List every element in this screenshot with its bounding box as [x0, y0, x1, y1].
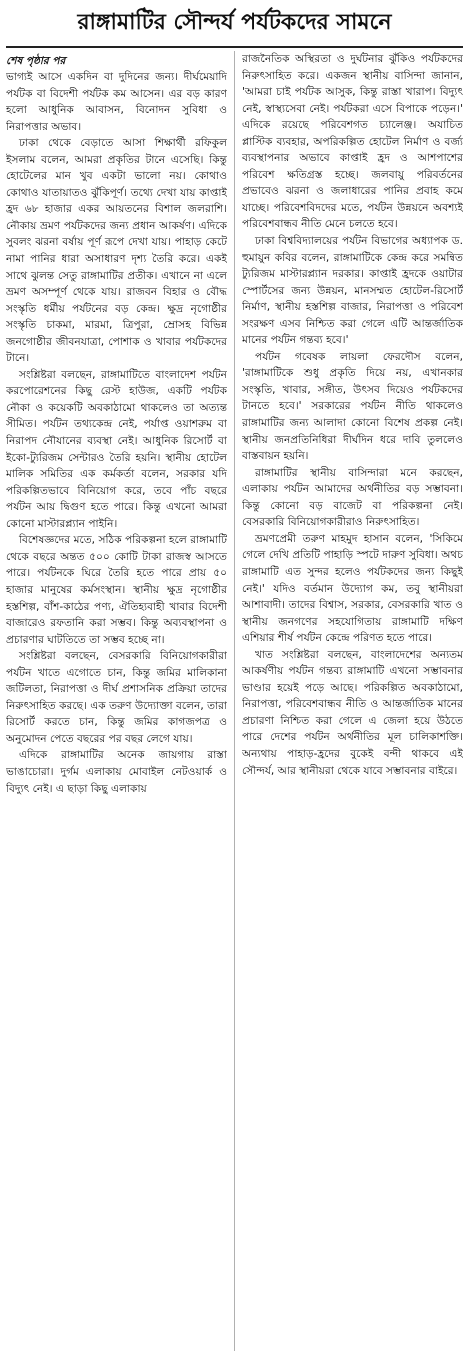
article-body	[6, 51, 463, 1351]
paragraph: রাঙ্গামাটির স্থানীয় বাসিন্দারা মনে করছেন, এলাকায় পর্যটন আমাদের অর্থনীতির বড় সম্ভাবনা। কিন্তু কোনো বড় বাজেট বা পরিকল্পনা নেই। বেসরকারি বিনিয়োগকারীরাও নিরুৎসাহিত।	[242, 466, 463, 529]
paragraph: ঢাকা থেকে বেড়াতে আসা শিক্ষার্থী রফিকুল ইসলাম বলেন, আমরা প্রকৃতির টানে এসেছি। কিন্তু হোটেলের মান খুব একটা ভালো নয়। কোথাও কোথাও যাতায়াতও ঝুঁকিপূর্ণ। তথ্যে দেখা যায় কাপ্তাই হ্রদ ৬৮ হাজার একর আয়তনের বিশাল জলরাশি। নৌকায় ভ্রমণ পর্যটকদের জন্য প্রধান আকর্ষণ। এদিকে সুবলং ঝরনা বর্ষায় পূর্ণ রূপে দেখা যায়। পাহাড় কেটে নামা পানির ধারা অসাধারণ দৃশ্য তৈরি করে। একই সাথে ঝুলন্ত সেতু রাঙ্গামাটির প্রতীক। এখানে না এলে ভ্রমণ অসম্পূর্ণ থেকে যায়। রাজবন বিহার ও বৌদ্ধ সংস্কৃতি ধর্মীয় পর্যটনের বড় কেন্দ্র। ক্ষুদ্র নৃগোষ্ঠীর সংস্কৃতি চাকমা, মারমা, ত্রিপুরা, ম্রোসহ বিভিন্ন জনগোষ্ঠীর জীবনযাত্রা, পোশাক ও খাবার পর্যটকদের টানে।	[6, 137, 227, 365]
paragraph: ভাগ্যই আসে একদিন বা দুদিনের জন্য। দীর্ঘমেয়াদি পর্যটক বা বিদেশী পর্যটক কম আসেন। এর বড় কারণ হলো আধুনিক আবাসন, বিনোদন সুবিধা ও নিরাপত্তার অভাব।	[6, 71, 227, 133]
continued-from-label: শেষ পৃষ্ঠার পর	[6, 55, 66, 67]
column-right	[242, 51, 463, 1351]
paragraph: ঢাকা বিশ্ববিদ্যালয়ের পর্যটন বিভাগের অধ্যাপক ড. হুমায়ুন কবির বলেন, রাঙ্গামাটিকে কেন্দ্র করে সমন্বিত ট্যুরিজম মাস্টারপ্ল্যান দরকার। কাপ্তাই হ্রদকে ওয়াটার স্পোর্টসের জন্য উন্নয়ন, মানসম্মত হোটেল-রিসোর্ট নির্মাণ, স্থানীয় হস্তশিল্প বাজার, নিরাপত্তা ও পরিবেশ সংরক্ষণ এসব নিশ্চিত করা গেলে এটি আন্তর্জাতিক মানের পর্যটন গন্তব্য হবে।'	[242, 235, 463, 347]
paragraph: খাত সংশ্লিষ্টরা বলছেন, বাংলাদেশের অন্যতম আকর্ষণীয় পর্যটন গন্তব্য রাঙ্গামাটি এখনো সম্ভাবনার ভাণ্ডার হয়েই পড়ে আছে। পরিকল্পিত অবকাঠামো, নিরাপত্তা, পরিবেশবান্ধব নীতি ও আন্তর্জাতিক মানের প্রচারণা নিশ্চিত করা গেলে এ জেলা হয়ে উঠতে পারে দেশের পর্যটন অর্থনীতির মূল চালিকাশক্তি। অন্যথায় পাহাড়-হ্রদের বুকেই বন্দী থাকবে এই সৌন্দর্য, আর স্থানীয়রা থেকে যাবে সম্ভাবনার বাইরে।	[242, 648, 463, 777]
paragraph: পর্যটন গবেষক লায়লা ফেরদৌস বলেন, 'রাঙ্গামাটিকে শুধু প্রকৃতি দিয়ে নয়, এখানকার সংস্কৃতি, খাবার, সঙ্গীত, উৎসব দিয়েও পর্যটকদের টানতে হবে।' সরকারের পর্যটন নীতি থাকলেও রাঙ্গামাটির জন্য আলাদা কোনো বিশেষ প্রকল্প নেই। স্থানীয় জনপ্রতিনিধিরা দীর্ঘদিন ধরে দাবি তুললেও বাস্তবায়ন হয়নি।	[242, 350, 463, 463]
paragraph: রাজনৈতিক অস্থিরতা ও দুর্ঘটনার ঝুঁকিও পর্যটকদের নিরুৎসাহিত করে। একজন স্থানীয় বাসিন্দা জানান, 'আমরা চাই পর্যটক আসুক, কিন্তু রাস্তা খারাপ। বিদ্যুৎ নেই, স্বাস্থ্যসেবা নেই। পর্যটকরা এসে বিপাকে পড়েন।' এদিকে রয়েছে পরিবেশগত চ্যালেঞ্জ। অযাচিত প্লাস্টিক ব্যবহার, অপরিকল্পিত হোটেল নির্মাণ ও বর্জ্য ব্যবস্থাপনার অভাবে কাপ্তাই হ্রদ ও আশপাশের পরিবেশ ক্ষতিগ্রস্ত হচ্ছে। জলবায়ু পরিবর্তনের প্রভাবেও ঝরনা ও জলাধারের পানির প্রবাহ কমে যাচ্ছে। পরিবেশবিদদের মতে, পর্যটন উন্নয়নে অবশ্যই পরিবেশবান্ধব নীতি মেনে চলতে হবে।	[242, 53, 463, 231]
paragraph: সংশ্লিষ্টরা বলছেন, রাঙ্গামাটিতে বাংলাদেশ পর্যটন করপোরেশনের কিছু রেস্ট হাউজ, একটি পর্যটক নৌকা ও কয়েকটি অবকাঠামো থাকলেও তা অত্যন্ত সীমিত। পর্যটন তথ্যকেন্দ্র নেই, পর্যাপ্ত ওয়াশরুম বা নিরাপদ নৌযানের ব্যবস্থা নেই। আধুনিক রিসোর্ট বা ইকো-ট্যুরিজম সেন্টারও তৈরি হয়নি। স্থানীয় হোটেল মালিক সমিতির এক কর্মকর্তা বলেন, সরকার যদি পরিকল্পিতভাবে বিনিয়োগ করে, তবে পাঁচ বছরে পর্যটন আয় দ্বিগুণ হতে পারে। কিন্তু এখনো আমরা কোনো মাস্টারপ্ল্যান পাইনি।	[6, 368, 227, 530]
headline: রাঙ্গামাটির সৌন্দর্য পর্যটকদের সামনে	[6, 0, 463, 48]
column-left	[6, 51, 227, 1351]
paragraph: সংশ্লিষ্টরা বলছেন, বেসরকারি বিনিয়োগকারীরা পর্যটন খাতে এগোতে চান, কিন্তু জমির মালিকানা জটিলতা, নিরাপত্তা ও দীর্ঘ প্রশাসনিক প্রক্রিয়া তাদের নিরুৎসাহিত করছে। এক তরুণ উদ্যোক্তা বলেন, তারা রিসোর্ট করতে চান, কিন্তু জমির কাগজপত্র ও অনুমোদন পেতে বছরের পর বছর লেগে যায়।	[6, 650, 227, 745]
paragraph: ভ্রমণপ্রেমী তরুণ মাহমুদ হাসান বলেন, 'সিকিমে গেলে দেখি প্রতিটি পাহাড়ি স্পটে দারুণ সুবিধা। অথচ রাঙ্গামাটি এত সুন্দর হলেও পর্যটকদের জন্য কিছুই নেই।' যদিও বর্তমান উদ্যোগ কম, তবু স্থানীয়রা আশাবাদী। তাদের বিশ্বাস, সরকার, বেসরকারি খাত ও স্থানীয় জনগণের সহযোগিতায় রাঙ্গামাটি দক্ষিণ এশিয়ার শীর্ষ পর্যটন কেন্দ্রে পরিণত হতে পারে।	[242, 532, 463, 645]
paragraph: এদিকে রাঙ্গামাটির অনেক জায়গায় রাস্তা ভাঙাচোরা। দুর্গম এলাকায় মোবাইল নেটওয়ার্ক ও বিদ্যুৎ নেই। এ ছাড়া কিছু এলাকায়	[6, 749, 227, 795]
paragraph: বিশেষজ্ঞদের মতে, সঠিক পরিকল্পনা হলে রাঙ্গামাটি থেকে বছরে অন্তত ৫০০ কোটি টাকা রাজস্ব আসতে পারে। পর্যটনকে ঘিরে তৈরি হতে পারে প্রায় ৫০ হাজার মানুষের কর্মসংস্থান। স্থানীয় ক্ষুদ্র নৃগোষ্ঠীর হস্তশিল্প, বাঁশ-কাঠের পণ্য, ঐতিহ্যবাহী খাবার বিদেশী বাজারেও রফতানি করা সম্ভব। কিন্তু অব্যবস্থাপনা ও প্রচারণার ঘাটতিতে তা সম্ভব হচ্ছে না।	[6, 534, 227, 646]
column-divider	[234, 51, 235, 1351]
